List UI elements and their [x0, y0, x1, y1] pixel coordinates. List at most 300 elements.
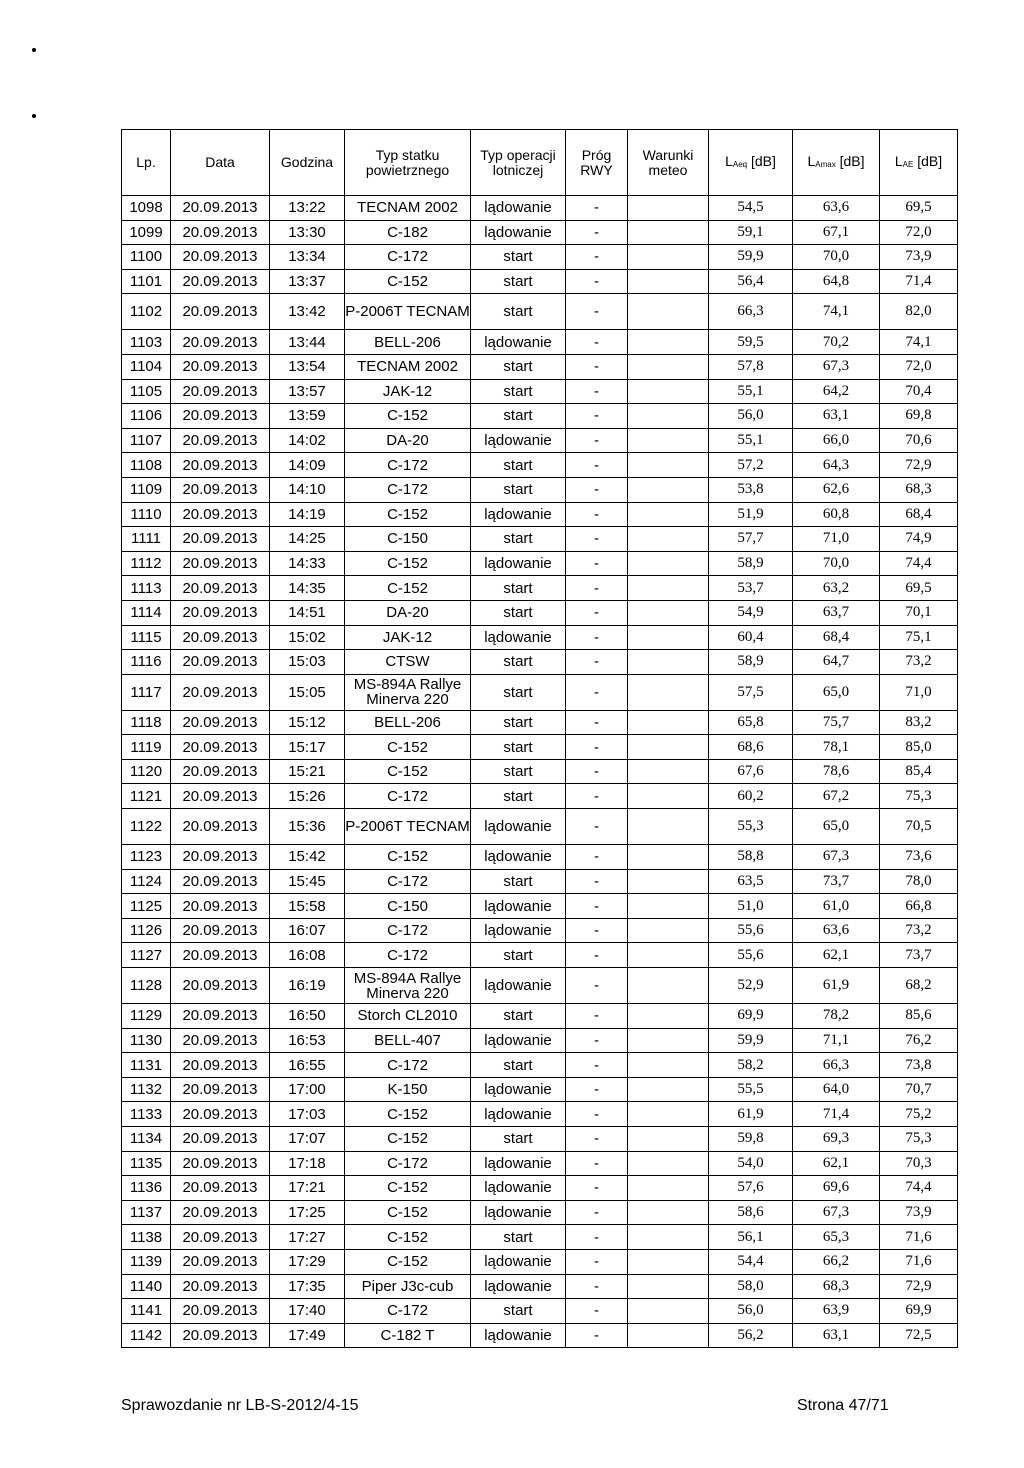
- cell-weather: [628, 1102, 709, 1127]
- cell-time: 17:29: [270, 1249, 345, 1274]
- cell-operation: start: [471, 477, 566, 502]
- table-row: [122, 269, 958, 294]
- cell-lp: 1116: [122, 650, 171, 675]
- cell-lae: 70,6: [880, 428, 958, 453]
- cell-laeq: 53,7: [709, 576, 793, 601]
- cell-aircraft: C-152: [345, 1225, 471, 1250]
- cell-date: 20.09.2013: [171, 1225, 270, 1250]
- cell-time: 15:05: [270, 674, 345, 710]
- cell-operation: start: [471, 943, 566, 968]
- cell-operation: lądowanie: [471, 1249, 566, 1274]
- cell-lamax: 67,3: [793, 354, 880, 379]
- cell-time: 16:50: [270, 1004, 345, 1029]
- cell-operation: start: [471, 759, 566, 784]
- cell-time: 15:03: [270, 650, 345, 675]
- cell-lae: 74,4: [880, 1176, 958, 1201]
- cell-runway: -: [566, 710, 628, 735]
- cell-date: 20.09.2013: [171, 1249, 270, 1274]
- cell-aircraft: C-150: [345, 894, 471, 919]
- cell-laeq: 59,1: [709, 220, 793, 245]
- header-operation-type: Typ operacji lotniczej: [471, 130, 566, 196]
- cell-aircraft: C-152: [345, 576, 471, 601]
- cell-weather: [628, 196, 709, 221]
- cell-lp: 1111: [122, 527, 171, 552]
- cell-aircraft: C-172: [345, 453, 471, 478]
- table-row: [122, 784, 958, 809]
- cell-runway: -: [566, 1299, 628, 1324]
- cell-weather: [628, 1077, 709, 1102]
- cell-lamax: 64,7: [793, 650, 880, 675]
- cell-lae: 76,2: [880, 1028, 958, 1053]
- cell-aircraft: Storch CL2010: [345, 1004, 471, 1029]
- cell-aircraft: C-172: [345, 1053, 471, 1078]
- cell-time: 14:09: [270, 453, 345, 478]
- cell-time: 13:44: [270, 330, 345, 355]
- cell-weather: [628, 600, 709, 625]
- cell-lae: 69,9: [880, 1299, 958, 1324]
- cell-operation: start: [471, 1127, 566, 1152]
- cell-lamax: 64,3: [793, 453, 880, 478]
- header-weather: Warunki meteo: [628, 130, 709, 196]
- cell-weather: [628, 674, 709, 710]
- cell-aircraft: JAK-12: [345, 379, 471, 404]
- cell-time: 15:12: [270, 710, 345, 735]
- cell-weather: [628, 869, 709, 894]
- cell-date: 20.09.2013: [171, 404, 270, 429]
- cell-lae: 82,0: [880, 294, 958, 330]
- cell-lp: 1114: [122, 600, 171, 625]
- report-number: Sprawozdanie nr LB-S-2012/4-15: [121, 1397, 359, 1414]
- cell-runway: -: [566, 1225, 628, 1250]
- cell-lae: 74,1: [880, 330, 958, 355]
- cell-lp: 1128: [122, 968, 171, 1004]
- cell-date: 20.09.2013: [171, 845, 270, 870]
- cell-lamax: 67,3: [793, 1200, 880, 1225]
- noise-measurement-table: [121, 129, 958, 1348]
- table-row: [122, 294, 958, 330]
- cell-runway: -: [566, 735, 628, 760]
- cell-weather: [628, 1176, 709, 1201]
- cell-operation: start: [471, 1299, 566, 1324]
- cell-weather: [628, 502, 709, 527]
- cell-weather: [628, 477, 709, 502]
- cell-runway: -: [566, 784, 628, 809]
- cell-time: 17:21: [270, 1176, 345, 1201]
- cell-lae: 71,6: [880, 1249, 958, 1274]
- cell-lamax: 78,2: [793, 1004, 880, 1029]
- cell-runway: -: [566, 379, 628, 404]
- table-row: [122, 625, 958, 650]
- cell-lae: 71,6: [880, 1225, 958, 1250]
- cell-laeq: 63,5: [709, 869, 793, 894]
- cell-laeq: 58,8: [709, 845, 793, 870]
- cell-runway: -: [566, 869, 628, 894]
- cell-weather: [628, 1323, 709, 1348]
- cell-date: 20.09.2013: [171, 527, 270, 552]
- table-row: [122, 477, 958, 502]
- cell-lp: 1135: [122, 1151, 171, 1176]
- table-row: [122, 845, 958, 870]
- cell-operation: lądowanie: [471, 809, 566, 845]
- cell-date: 20.09.2013: [171, 1200, 270, 1225]
- table-row: [122, 809, 958, 845]
- cell-lamax: 70,2: [793, 330, 880, 355]
- cell-date: 20.09.2013: [171, 918, 270, 943]
- page-number: Strona 47/71: [797, 1397, 889, 1414]
- cell-aircraft: BELL-407: [345, 1028, 471, 1053]
- cell-lamax: 64,0: [793, 1077, 880, 1102]
- table-row: [122, 600, 958, 625]
- cell-weather: [628, 1053, 709, 1078]
- cell-lae: 73,2: [880, 918, 958, 943]
- cell-lamax: 66,3: [793, 1053, 880, 1078]
- header-laeq: [709, 130, 793, 196]
- cell-date: 20.09.2013: [171, 1299, 270, 1324]
- cell-operation: start: [471, 735, 566, 760]
- cell-lp: 1108: [122, 453, 171, 478]
- cell-time: 13:57: [270, 379, 345, 404]
- cell-lamax: 67,1: [793, 220, 880, 245]
- cell-time: 14:25: [270, 527, 345, 552]
- cell-laeq: 55,5: [709, 1077, 793, 1102]
- cell-time: 14:35: [270, 576, 345, 601]
- table-row: [122, 551, 958, 576]
- cell-date: 20.09.2013: [171, 943, 270, 968]
- cell-aircraft: C-172: [345, 477, 471, 502]
- cell-date: 20.09.2013: [171, 759, 270, 784]
- cell-lae: 70,7: [880, 1077, 958, 1102]
- cell-weather: [628, 527, 709, 552]
- cell-date: 20.09.2013: [171, 477, 270, 502]
- cell-laeq: 58,9: [709, 650, 793, 675]
- table-row: [122, 735, 958, 760]
- table-row: [122, 943, 958, 968]
- table-row: [122, 650, 958, 675]
- cell-aircraft: DA-20: [345, 600, 471, 625]
- cell-lae: 72,0: [880, 354, 958, 379]
- cell-lae: 85,0: [880, 735, 958, 760]
- cell-aircraft: C-152: [345, 502, 471, 527]
- cell-time: 16:55: [270, 1053, 345, 1078]
- cell-lae: 78,0: [880, 869, 958, 894]
- cell-runway: -: [566, 1274, 628, 1299]
- cell-operation: start: [471, 869, 566, 894]
- cell-date: 20.09.2013: [171, 330, 270, 355]
- cell-time: 15:21: [270, 759, 345, 784]
- cell-aircraft: TECNAM 2002: [345, 196, 471, 221]
- cell-date: 20.09.2013: [171, 269, 270, 294]
- cell-lamax: 67,3: [793, 845, 880, 870]
- cell-lae: 69,5: [880, 196, 958, 221]
- cell-laeq: 54,9: [709, 600, 793, 625]
- table-row: [122, 330, 958, 355]
- cell-runway: -: [566, 943, 628, 968]
- cell-lae: 85,4: [880, 759, 958, 784]
- cell-laeq: 59,8: [709, 1127, 793, 1152]
- cell-operation: start: [471, 1225, 566, 1250]
- header-laeq-subscript: Aeq: [732, 159, 748, 169]
- table-row: [122, 1200, 958, 1225]
- cell-lp: 1100: [122, 245, 171, 270]
- cell-lamax: 63,2: [793, 576, 880, 601]
- cell-time: 15:42: [270, 845, 345, 870]
- cell-aircraft: C-152: [345, 1200, 471, 1225]
- cell-laeq: 52,9: [709, 968, 793, 1004]
- cell-aircraft: C-152: [345, 735, 471, 760]
- cell-lamax: 65,0: [793, 809, 880, 845]
- cell-lae: 73,8: [880, 1053, 958, 1078]
- cell-laeq: 59,9: [709, 245, 793, 270]
- cell-date: 20.09.2013: [171, 710, 270, 735]
- cell-laeq: 55,6: [709, 943, 793, 968]
- header-lamax-unit: [dB]: [835, 152, 865, 169]
- cell-lae: 66,8: [880, 894, 958, 919]
- cell-time: 17:03: [270, 1102, 345, 1127]
- cell-time: 15:36: [270, 809, 345, 845]
- cell-operation: lądowanie: [471, 625, 566, 650]
- cell-lamax: 60,8: [793, 502, 880, 527]
- cell-operation: start: [471, 379, 566, 404]
- cell-date: 20.09.2013: [171, 196, 270, 221]
- cell-lamax: 70,0: [793, 245, 880, 270]
- table-row: [122, 220, 958, 245]
- cell-time: 15:58: [270, 894, 345, 919]
- table-row: [122, 1299, 958, 1324]
- cell-lamax: 62,6: [793, 477, 880, 502]
- cell-lamax: 64,8: [793, 269, 880, 294]
- cell-operation: start: [471, 650, 566, 675]
- cell-lp: 1104: [122, 354, 171, 379]
- cell-lamax: 75,7: [793, 710, 880, 735]
- table-row: [122, 1053, 958, 1078]
- cell-runway: -: [566, 354, 628, 379]
- cell-time: 14:51: [270, 600, 345, 625]
- cell-lae: 68,2: [880, 968, 958, 1004]
- cell-lamax: 68,4: [793, 625, 880, 650]
- cell-aircraft: C-172: [345, 1299, 471, 1324]
- cell-weather: [628, 625, 709, 650]
- cell-laeq: 57,7: [709, 527, 793, 552]
- cell-lae: 70,4: [880, 379, 958, 404]
- cell-lae: 71,0: [880, 674, 958, 710]
- cell-lp: 1106: [122, 404, 171, 429]
- cell-lp: 1117: [122, 674, 171, 710]
- table-row: [122, 379, 958, 404]
- cell-laeq: 67,6: [709, 759, 793, 784]
- cell-operation: lądowanie: [471, 845, 566, 870]
- cell-weather: [628, 576, 709, 601]
- cell-weather: [628, 943, 709, 968]
- cell-lp: 1138: [122, 1225, 171, 1250]
- cell-lp: 1115: [122, 625, 171, 650]
- table-row: [122, 1274, 958, 1299]
- cell-lae: 73,2: [880, 650, 958, 675]
- cell-runway: -: [566, 1200, 628, 1225]
- cell-lae: 75,1: [880, 625, 958, 650]
- cell-time: 15:26: [270, 784, 345, 809]
- cell-time: 16:53: [270, 1028, 345, 1053]
- cell-operation: lądowanie: [471, 196, 566, 221]
- cell-operation: start: [471, 710, 566, 735]
- cell-aircraft: BELL-206: [345, 710, 471, 735]
- cell-time: 15:17: [270, 735, 345, 760]
- cell-aircraft: C-182: [345, 220, 471, 245]
- cell-lae: 75,2: [880, 1102, 958, 1127]
- cell-aircraft: CTSW: [345, 650, 471, 675]
- cell-lae: 71,4: [880, 269, 958, 294]
- cell-laeq: 53,8: [709, 477, 793, 502]
- cell-runway: -: [566, 894, 628, 919]
- cell-laeq: 55,3: [709, 809, 793, 845]
- cell-operation: start: [471, 527, 566, 552]
- cell-lamax: 78,6: [793, 759, 880, 784]
- cell-lamax: 67,2: [793, 784, 880, 809]
- cell-laeq: 56,2: [709, 1323, 793, 1348]
- cell-weather: [628, 354, 709, 379]
- cell-laeq: 57,5: [709, 674, 793, 710]
- table-row: [122, 1176, 958, 1201]
- cell-lp: 1120: [122, 759, 171, 784]
- cell-aircraft: C-152: [345, 759, 471, 784]
- cell-time: 13:42: [270, 294, 345, 330]
- cell-operation: start: [471, 354, 566, 379]
- table-row: [122, 674, 958, 710]
- cell-runway: -: [566, 600, 628, 625]
- cell-lp: 1127: [122, 943, 171, 968]
- cell-lamax: 65,0: [793, 674, 880, 710]
- cell-laeq: 58,0: [709, 1274, 793, 1299]
- cell-runway: -: [566, 1249, 628, 1274]
- cell-laeq: 56,1: [709, 1225, 793, 1250]
- cell-runway: -: [566, 650, 628, 675]
- cell-aircraft: DA-20: [345, 428, 471, 453]
- cell-lp: 1112: [122, 551, 171, 576]
- cell-lp: 1113: [122, 576, 171, 601]
- cell-time: 13:34: [270, 245, 345, 270]
- cell-lp: 1124: [122, 869, 171, 894]
- cell-weather: [628, 710, 709, 735]
- cell-operation: lądowanie: [471, 1102, 566, 1127]
- cell-lp: 1109: [122, 477, 171, 502]
- cell-time: 17:35: [270, 1274, 345, 1299]
- cell-weather: [628, 1200, 709, 1225]
- cell-date: 20.09.2013: [171, 784, 270, 809]
- cell-weather: [628, 968, 709, 1004]
- cell-runway: -: [566, 453, 628, 478]
- scan-mark-dot: [32, 48, 36, 52]
- cell-runway: -: [566, 502, 628, 527]
- cell-aircraft: C-152: [345, 1127, 471, 1152]
- cell-date: 20.09.2013: [171, 294, 270, 330]
- cell-lamax: 69,6: [793, 1176, 880, 1201]
- cell-aircraft: MS-894A Rallye Minerva 220: [345, 968, 471, 1004]
- cell-time: 14:33: [270, 551, 345, 576]
- cell-runway: -: [566, 1323, 628, 1348]
- cell-lamax: 63,1: [793, 404, 880, 429]
- cell-time: 14:10: [270, 477, 345, 502]
- cell-time: 13:22: [270, 196, 345, 221]
- cell-lae: 70,5: [880, 809, 958, 845]
- cell-time: 14:02: [270, 428, 345, 453]
- cell-laeq: 68,6: [709, 735, 793, 760]
- cell-lamax: 66,2: [793, 1249, 880, 1274]
- cell-time: 17:27: [270, 1225, 345, 1250]
- cell-lp: 1133: [122, 1102, 171, 1127]
- cell-aircraft: C-182 T: [345, 1323, 471, 1348]
- cell-laeq: 66,3: [709, 294, 793, 330]
- cell-lp: 1110: [122, 502, 171, 527]
- cell-weather: [628, 245, 709, 270]
- cell-runway: -: [566, 428, 628, 453]
- cell-lamax: 71,4: [793, 1102, 880, 1127]
- table-row: [122, 1127, 958, 1152]
- cell-aircraft: P-2006T TECNAM: [345, 809, 471, 845]
- cell-weather: [628, 1225, 709, 1250]
- cell-runway: -: [566, 245, 628, 270]
- cell-lp: 1105: [122, 379, 171, 404]
- cell-date: 20.09.2013: [171, 379, 270, 404]
- cell-weather: [628, 330, 709, 355]
- table-row: [122, 1102, 958, 1127]
- cell-lae: 72,0: [880, 220, 958, 245]
- cell-runway: -: [566, 294, 628, 330]
- cell-runway: -: [566, 330, 628, 355]
- cell-operation: start: [471, 245, 566, 270]
- cell-time: 17:40: [270, 1299, 345, 1324]
- cell-operation: lądowanie: [471, 502, 566, 527]
- cell-lp: 1099: [122, 220, 171, 245]
- cell-aircraft: C-172: [345, 245, 471, 270]
- cell-laeq: 58,6: [709, 1200, 793, 1225]
- cell-aircraft: C-152: [345, 1176, 471, 1201]
- cell-lp: 1130: [122, 1028, 171, 1053]
- cell-date: 20.09.2013: [171, 1274, 270, 1299]
- cell-aircraft: C-152: [345, 1102, 471, 1127]
- cell-date: 20.09.2013: [171, 354, 270, 379]
- cell-laeq: 56,0: [709, 1299, 793, 1324]
- cell-operation: start: [471, 269, 566, 294]
- cell-aircraft: C-152: [345, 269, 471, 294]
- cell-lae: 74,4: [880, 551, 958, 576]
- cell-lae: 73,6: [880, 845, 958, 870]
- cell-weather: [628, 1151, 709, 1176]
- cell-operation: start: [471, 404, 566, 429]
- cell-date: 20.09.2013: [171, 894, 270, 919]
- cell-runway: -: [566, 1053, 628, 1078]
- header-aircraft-type: Typ statku powietrznego: [345, 130, 471, 196]
- cell-lp: 1119: [122, 735, 171, 760]
- cell-time: 17:07: [270, 1127, 345, 1152]
- cell-laeq: 61,9: [709, 1102, 793, 1127]
- cell-operation: lądowanie: [471, 551, 566, 576]
- cell-lp: 1136: [122, 1176, 171, 1201]
- cell-time: 16:19: [270, 968, 345, 1004]
- cell-aircraft: JAK-12: [345, 625, 471, 650]
- cell-lp: 1107: [122, 428, 171, 453]
- cell-lae: 70,1: [880, 600, 958, 625]
- header-lamax-letter: L: [807, 152, 816, 169]
- cell-date: 20.09.2013: [171, 869, 270, 894]
- cell-lamax: 66,0: [793, 428, 880, 453]
- table-row: [122, 527, 958, 552]
- cell-laeq: 55,1: [709, 428, 793, 453]
- header-lae-unit: [dB]: [913, 152, 943, 169]
- cell-aircraft: C-150: [345, 527, 471, 552]
- cell-time: 13:54: [270, 354, 345, 379]
- cell-time: 17:49: [270, 1323, 345, 1348]
- cell-weather: [628, 809, 709, 845]
- cell-date: 20.09.2013: [171, 1127, 270, 1152]
